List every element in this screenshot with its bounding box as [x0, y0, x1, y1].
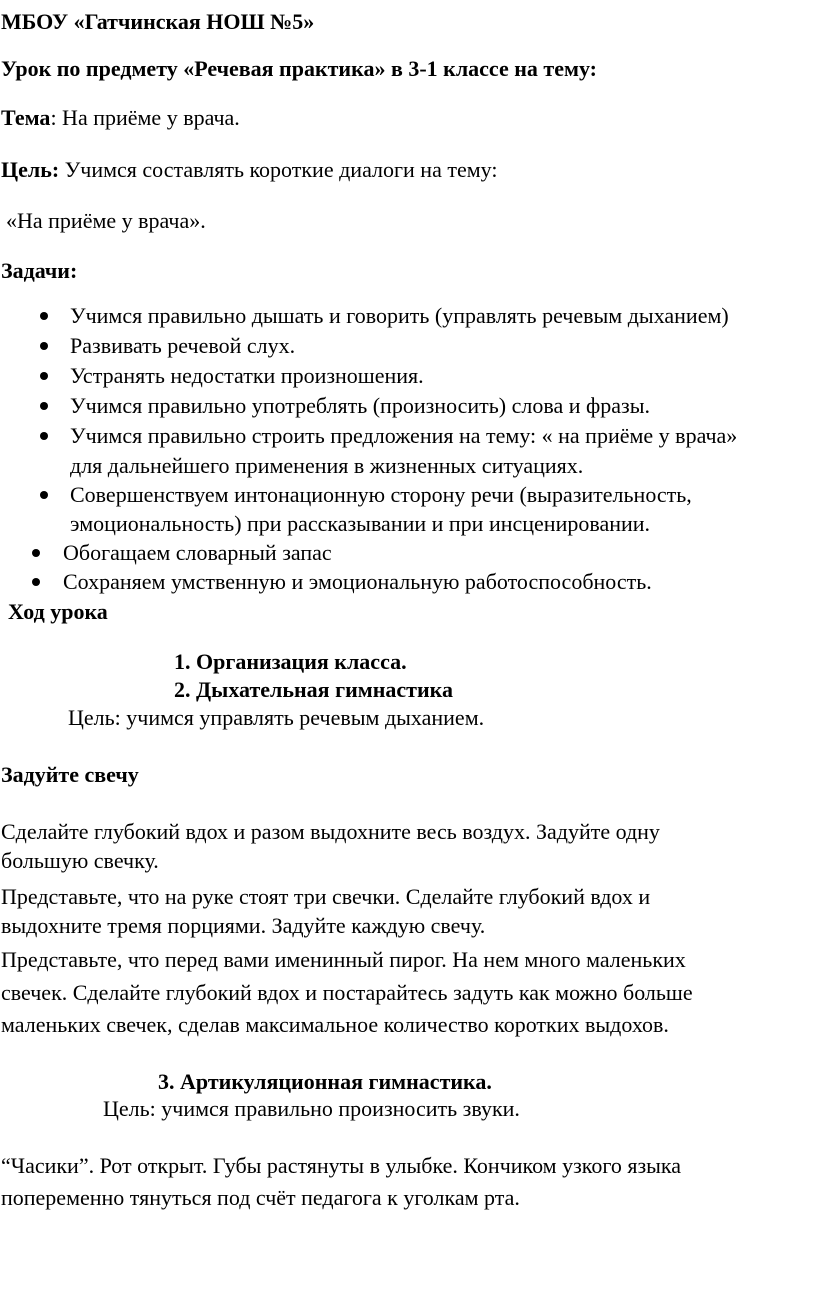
- topic-text: : На приёме у врача.: [50, 105, 240, 130]
- exercise-text-line: Представьте, что перед вами именинный пирог. На нем много маленьких: [1, 947, 686, 972]
- goal-line: [1, 156, 497, 184]
- bullet-icon: [40, 342, 48, 350]
- bullet-icon: [40, 402, 48, 410]
- goal-continuation: «На приёме у врача».: [6, 208, 206, 233]
- bullet-icon: [32, 578, 40, 586]
- step-1: 1. Организация класса.: [174, 649, 407, 674]
- clock-exercise-line: попеременно тянуться под счёт педагога к уголкам рта.: [1, 1185, 520, 1210]
- exercise-text-line: маленьких свечек, сделав максимальное количество коротких выдохов.: [1, 1012, 669, 1037]
- task-item: Учимся правильно строить предложения на тему: « на приёме у врача»: [70, 423, 738, 448]
- task-item: Обогащаем словарный запас: [63, 540, 332, 565]
- task-item-continuation: для дальнейшего применения в жизненных ситуациях.: [70, 453, 584, 478]
- task-item-continuation: эмоциональность) при рассказывании и при инсценировании.: [70, 511, 651, 536]
- task-item: Учимся правильно дышать и говорить (управлять речевым дыханием): [70, 303, 729, 328]
- task-item: Совершенствуем интонационную сторону речи (выразительность,: [70, 482, 692, 507]
- step-3-goal: Цель: учимся правильно произносить звуки.: [103, 1096, 520, 1121]
- exercise-text-line: выдохните тремя порциями. Задуйте каждую свечу.: [1, 913, 486, 938]
- exercise-text-line: свечек. Сделайте глубокий вдох и постарайтесь задуть как можно больше: [1, 980, 693, 1005]
- step-3: 3. Артикуляционная гимнастика.: [158, 1069, 492, 1094]
- exercise-text-line: большую свечку.: [1, 848, 159, 873]
- school-title: МБОУ «Гатчинская НОШ №5»: [1, 9, 315, 34]
- topic-line: [1, 104, 240, 132]
- tasks-heading: Задачи:: [1, 258, 78, 283]
- goal-label: Цель:: [1, 157, 60, 182]
- exercise-title: Задуйте свечу: [1, 762, 139, 787]
- lesson-title: Урок по предмету «Речевая практика» в 3-1 классе на тему:: [1, 56, 597, 81]
- step-2-goal: Цель: учимся управлять речевым дыханием.: [68, 705, 485, 730]
- step-2: 2. Дыхательная гимнастика: [174, 677, 453, 702]
- task-item: Сохраняем умственную и эмоциональную работоспособность.: [63, 569, 652, 594]
- clock-exercise-line: “Часики”. Рот открыт. Губы растянуты в улыбке. Кончиком узкого языка: [1, 1153, 682, 1178]
- bullet-icon: [32, 549, 40, 557]
- bullet-icon: [40, 372, 48, 380]
- course-heading: Ход урока: [8, 599, 108, 624]
- exercise-text-line: Сделайте глубокий вдох и разом выдохните весь воздух. Задуйте одну: [1, 819, 660, 844]
- task-item: Развивать речевой слух.: [70, 333, 296, 358]
- bullet-icon: [40, 491, 48, 499]
- bullet-icon: [40, 432, 48, 440]
- task-item: Устранять недостатки произношения.: [70, 363, 424, 388]
- bullet-icon: [40, 312, 48, 320]
- topic-label: Тема: [1, 105, 51, 130]
- task-item: Учимся правильно употреблять (произносить) слова и фразы.: [70, 393, 650, 418]
- goal-text: Учимся составлять короткие диалоги на тему:: [59, 157, 498, 182]
- exercise-text-line: Представьте, что на руке стоят три свечки. Сделайте глубокий вдох и: [1, 884, 651, 909]
